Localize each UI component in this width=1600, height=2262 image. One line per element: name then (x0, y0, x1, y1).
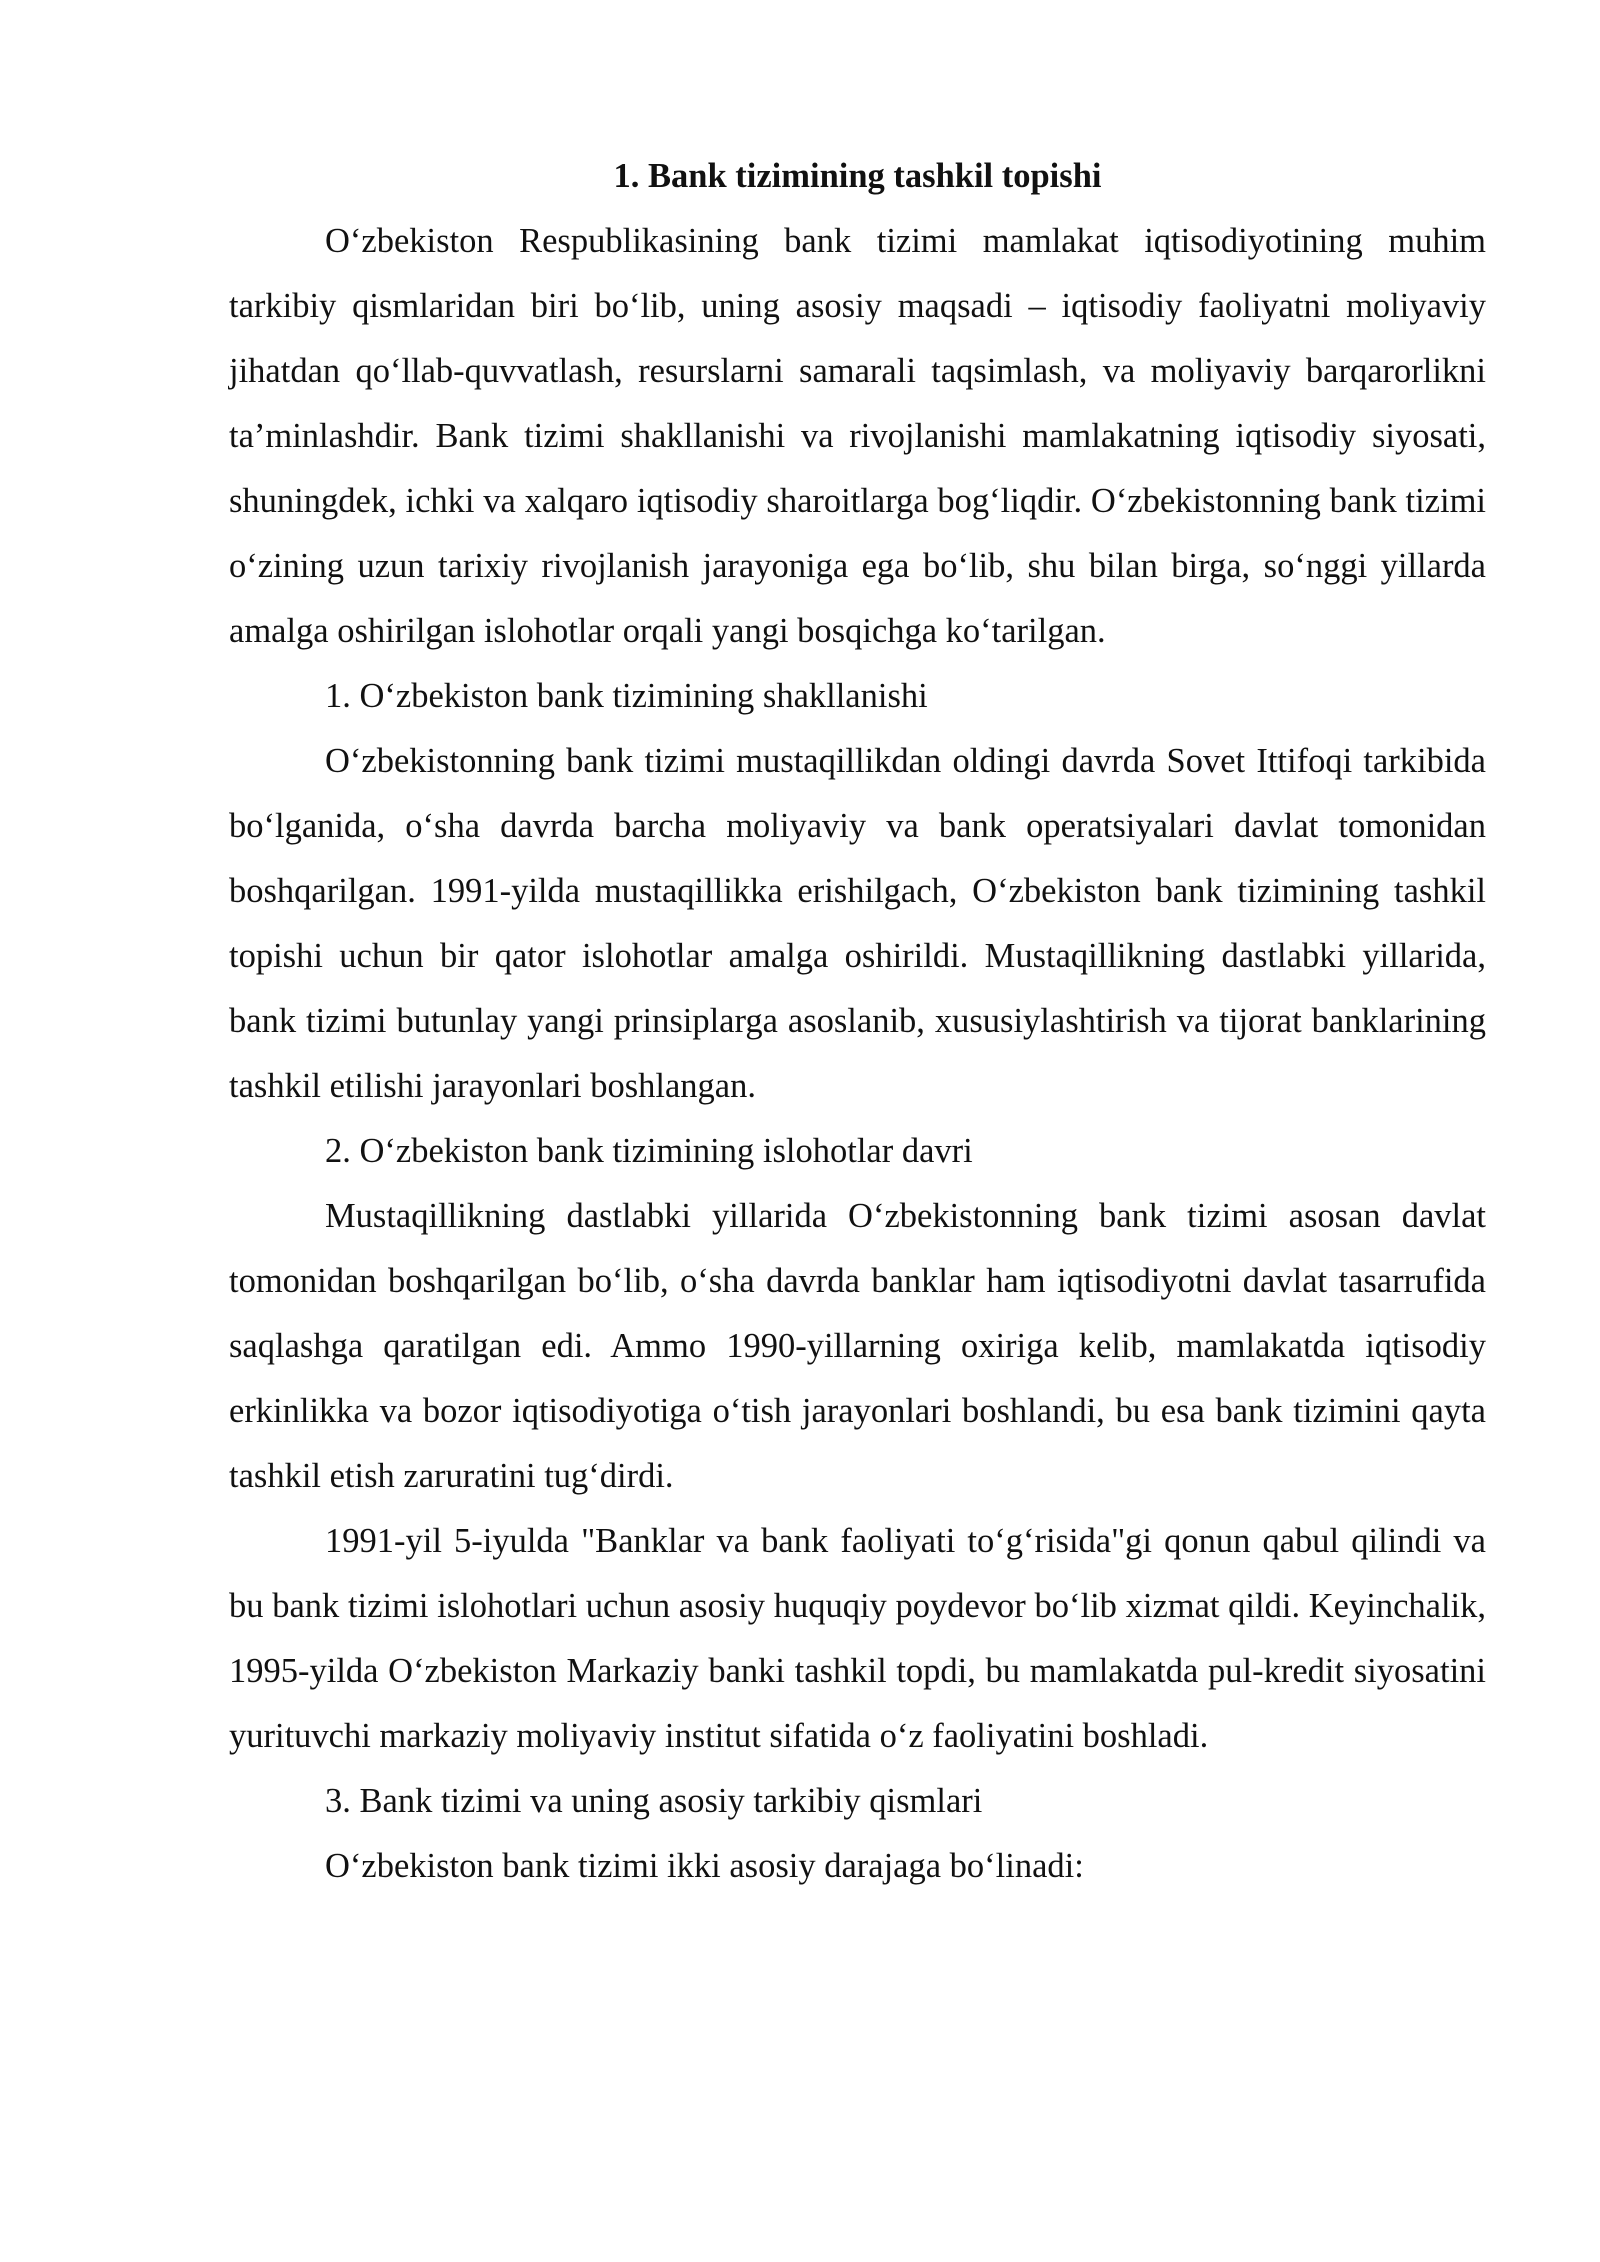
paragraph-intro: O‘zbekiston Respublikasining bank tizimi mamlakat iqtisodiyotining muhim tarkibiy qismlaridan biri bo‘lib, uning asosiy maqsadi – iqtisodiy faoliyatni moliyaviy jihatdan qo‘llab-quvvatlash, resurslarni samarali taqsimlash, va moliyaviy barqarorlikni ta’minlashdir. Bank tizimi shakllanishi va rivojlanishi mamlakatning iqtisodiy siyosati, shuningdek, ichki va xalqaro iqtisodiy sharoitlarga bog‘liqdir. O‘zbekistonning bank tizimi o‘zining uzun tarixiy rivojlanish jarayoniga ega bo‘lib, shu bilan birga, so‘nggi yillarda amalga oshirilgan islohotlar orqali yangi bosqichga ko‘tarilgan. (229, 222, 1486, 650)
subheading-structure: 3. Bank tizimi va uning asosiy tarkibiy qismlari (325, 1782, 983, 1820)
subheading-reforms: 2. O‘zbekiston bank tizimining islohotlar davri (325, 1132, 973, 1170)
paragraph-formation: O‘zbekistonning bank tizimi mustaqillikdan oldingi davrda Sovet Ittifoqi tarkibida bo‘lganida, o‘sha davrda barcha moliyaviy va bank operatsiyalari davlat tomonidan boshqarilgan. 1991-yilda mustaqillikka erishilgach, O‘zbekiston bank tizimining tashkil topishi uchun bir qator islohotlar amalga oshirildi. Mustaqillikning dastlabki yillarida, bank tizimi butunlay yangi prinsiplarga asoslanib, xususiylashtirish va tijorat banklarining tashkil etilishi jarayonlari boshlangan. (229, 742, 1486, 1105)
subheading-formation: 1. O‘zbekiston bank tizimining shakllanishi (325, 677, 928, 715)
paragraph-two-levels: O‘zbekiston bank tizimi ikki asosiy darajaga bo‘linadi: (325, 1847, 1084, 1885)
document-body (229, 144, 1486, 1899)
paragraph-reforms: Mustaqillikning dastlabki yillarida O‘zbekistonning bank tizimi asosan davlat tomonidan boshqarilgan bo‘lib, o‘sha davrda banklar ham iqtisodiyotni davlat tasarrufida saqlashga qaratilgan edi. Ammo 1990-yillarning oxiriga kelib, mamlakatda iqtisodiy erkinlikka va bozor iqtisodiyotiga o‘tish jarayonlari boshlandi, bu esa bank tizimini qayta tashkil etish zaruratini tug‘dirdi. (229, 1197, 1486, 1495)
section-title: 1. Bank tizimining tashkil topishi (613, 157, 1102, 195)
paragraph-banking-law: 1991-yil 5-iyulda "Banklar va bank faoliyati to‘g‘risida"gi qonun qabul qilindi va bu bank tizimi islohotlari uchun asosiy huquqiy poydevor bo‘lib xizmat qildi. Keyinchalik, 1995-yilda O‘zbekiston Markaziy banki tashkil topdi, bu mamlakatda pul-kredit siyosatini yurituvchi markaziy moliyaviy institut sifatida o‘z faoliyatini boshladi. (229, 1522, 1486, 1755)
